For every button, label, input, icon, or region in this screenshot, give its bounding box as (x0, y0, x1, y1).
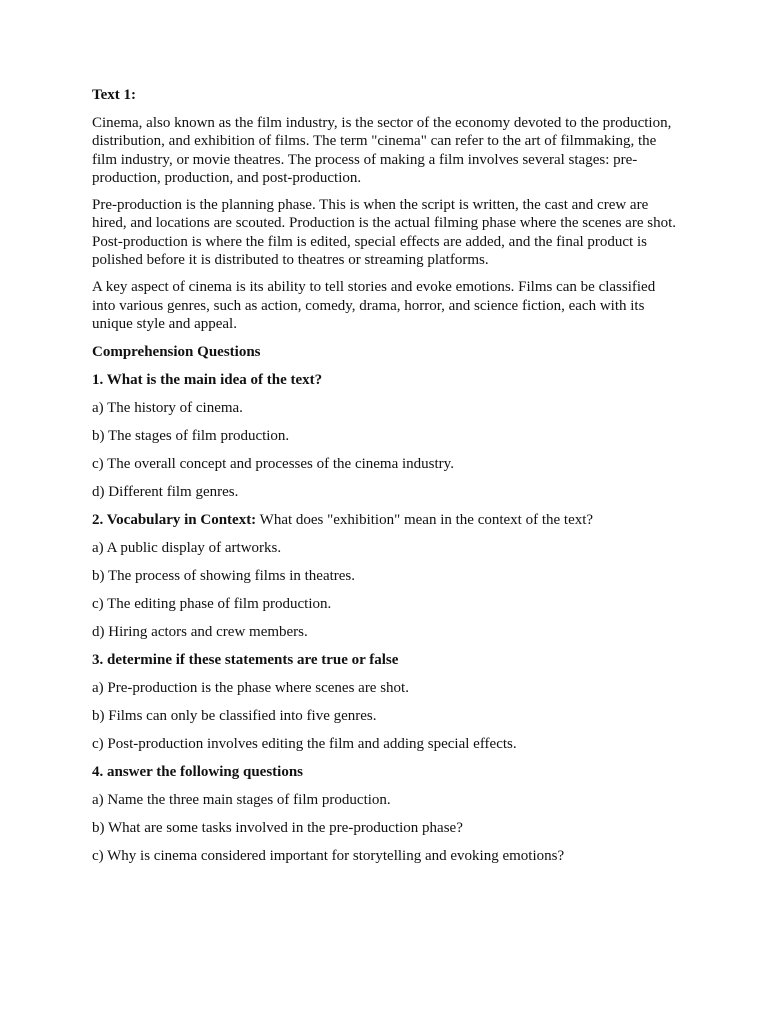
question-3-title: 3. determine if these statements are true or false (92, 652, 399, 669)
question-3-statement-c: c) Post-production involves editing the film and adding special effects. (92, 736, 517, 753)
question-2-title (92, 511, 682, 529)
question-2-text: What does "exhibition" mean in the context of the text? (256, 512, 594, 529)
question-2-option-b: b) The process of showing films in theatres. (92, 568, 356, 585)
question-4-item-b: b) What are some tasks involved in the pre-production phase? (92, 820, 463, 837)
question-3-statement-a: a) Pre-production is the phase where scenes are shot. (92, 680, 409, 697)
question-1-option-a: a) The history of cinema. (92, 400, 243, 417)
question-2-option-a: a) A public display of artworks. (92, 540, 282, 557)
paragraph-1: Cinema, also known as the film industry, is the sector of the economy devoted to the production, distribution, and exhibition of films. The term "cinema" can refer to the art of filmmaking, the film industry, or movie theatres. The process of making a film involves several stages: pre-production, production, and post-production. (92, 115, 672, 186)
question-2-option-c: c) The editing phase of film production. (92, 596, 332, 613)
question-1-option-b: b) The stages of film production. (92, 428, 290, 445)
question-2-option-d: d) Hiring actors and crew members. (92, 624, 308, 641)
question-4-item-a: a) Name the three main stages of film production. (92, 792, 391, 809)
question-4-title: 4. answer the following questions (92, 764, 303, 781)
question-3-statement-b: b) Films can only be classified into five genres. (92, 708, 377, 725)
questions-title: Comprehension Questions (92, 344, 261, 361)
paragraph-2: Pre-production is the planning phase. This is when the script is written, the cast and crew are hired, and locations are scouted. Production is the actual filming phase where the scenes are shot. Post-production is where the film is edited, special effects are added, and the final product is polished before it is distributed to theatres or streaming platforms. (92, 197, 676, 269)
question-1-option-c: c) The overall concept and processes of the cinema industry. (92, 456, 454, 473)
document-page (92, 86, 682, 875)
question-1-title: 1. What is the main idea of the text? (92, 372, 323, 389)
paragraph-3: A key aspect of cinema is its ability to tell stories and evoke emotions. Films can be classified into various genres, such as action, comedy, drama, horror, and science fiction, each with its unique style and appeal. (92, 279, 656, 332)
text-title: Text 1: (92, 87, 137, 103)
question-1-option-d: d) Different film genres. (92, 484, 239, 501)
question-2-label: 2. Vocabulary in Context: (92, 512, 257, 529)
question-4-item-c: c) Why is cinema considered important for storytelling and evoking emotions? (92, 848, 565, 865)
